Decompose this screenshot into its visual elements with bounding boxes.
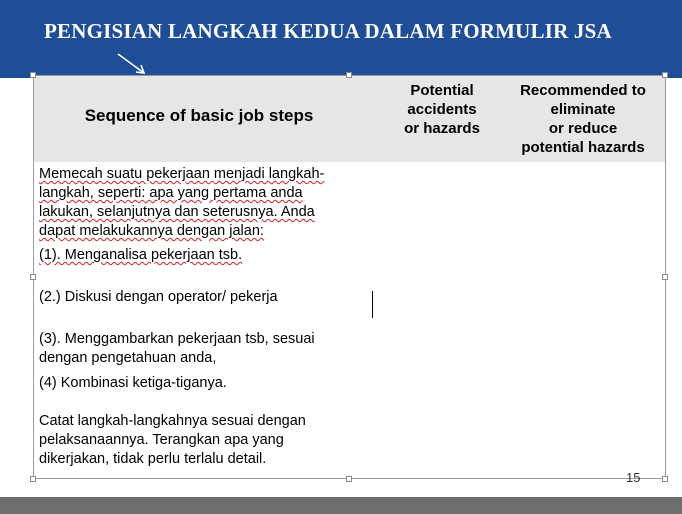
step-item-1-text: (1). Menganalisa pekerjaan tsb. [39,247,243,263]
header-sequence-steps: Sequence of basic job steps [84,106,314,125]
resize-handle-top-right[interactable] [662,72,668,78]
resize-handle-bottom-center[interactable] [346,476,352,482]
note-paragraph: Catat langkah-langkahnya sesuai dengan pelaksanaannya. Terangkan apa yang dikerjakan, tidak perlu terlalu detail. [39,413,306,467]
header-potential-hazards: Potential accidents or hazards [404,82,480,137]
step-item-1 [39,246,369,265]
resize-handle-middle-right[interactable] [662,274,668,280]
header-recommended-actions: Recommended to eliminate or reduce potential hazards [520,82,646,156]
jsa-table[interactable] [33,75,666,479]
footer-bar [0,497,682,514]
resize-handle-top-left[interactable] [30,72,36,78]
steps-cell[interactable] [39,165,369,469]
step-item-3: (3). Menggambarkan pekerjaan tsb, sesuai dengan pengetahuan anda, [39,331,315,366]
slide-title: PENGISIAN LANGKAH KEDUA DALAM FORMULIR JSA [44,19,612,43]
title-band [0,0,682,78]
resize-handle-bottom-left[interactable] [30,476,36,482]
page-number: 15 [626,470,641,485]
text-cursor [372,291,373,318]
resize-handle-bottom-right[interactable] [662,476,668,482]
step-item-4: (4) Kombinasi ketiga-tiganya. [39,375,227,391]
step-item-2: (2.) Diskusi dengan operator/ pekerja [39,289,278,305]
intro-paragraph: Memecah suatu pekerjaan menjadi langkah- langkah, seperti: apa yang pertama anda lakukan, selanjutnya dan seterusnya. Anda dapat melakukannya dengan jalan: [39,166,325,239]
table-header-row [34,76,665,162]
resize-handle-top-center[interactable] [346,72,352,78]
resize-handle-middle-left[interactable] [30,274,36,280]
